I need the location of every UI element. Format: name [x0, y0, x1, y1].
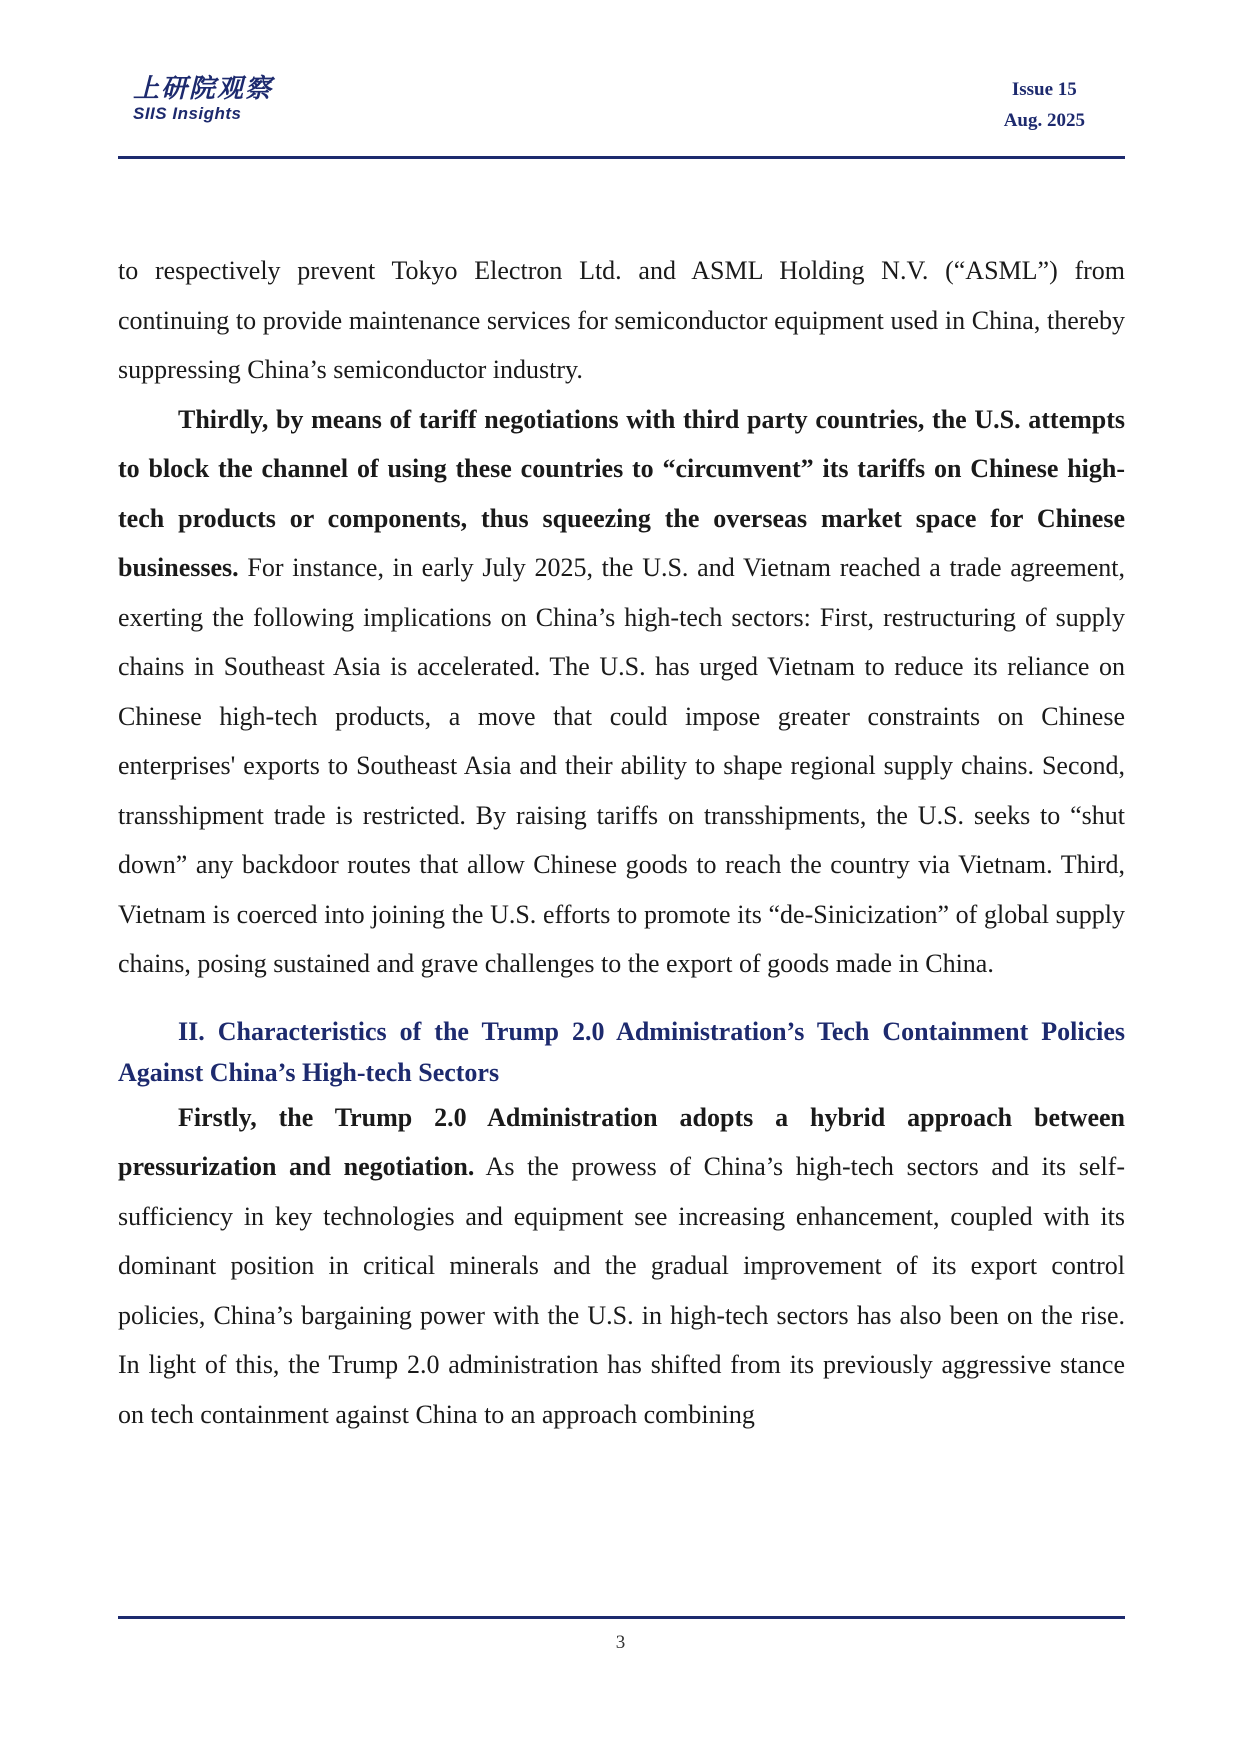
paragraph-body-text: As the prowess of China’s high-tech sectors and its self-sufficiency in key technologies and equipment see increasing enhancement, coupled with its dominant position in critical minerals and the gradual improvement of its export control policies, China’s bargaining power with the U.S. in high-tech sectors has also been on the rise. In light of this, the Trump 2.0 administration has shifted from its previously aggressive stance on tech containment against China to an approach combining: [118, 1152, 1125, 1429]
paragraph-body-text: For instance, in early July 2025, the U.S. and Vietnam reached a trade agreement, exerting the following implications on China’s high-tech sectors: First, restructuring of supply chains in Southeast Asia is accelerated. The U.S. has urged Vietnam to reduce its reliance on Chinese high-tech products, a move that could impose greater constraints on Chinese enterprises' exports to Southeast Asia and their ability to shape regional supply chains. Second, transshipment trade is restricted. By raising tariffs on transshipments, the U.S. seeks to “shut down” any backdoor routes that allow Chinese goods to reach the country via Vietnam. Third, Vietnam is coerced into joining the U.S. efforts to promote its “de-Sinicization” of global supply chains, posing sustained and grave challenges to the export of goods made in China.: [118, 553, 1125, 978]
issue-number: Issue 15: [1011, 79, 1077, 100]
page-number: 3: [615, 1632, 626, 1653]
siis-logo: [133, 74, 273, 124]
paragraph-firstly: [118, 1093, 1125, 1440]
issue-info: [1004, 74, 1085, 136]
article-body: [118, 246, 1125, 1439]
paragraph-lead-bold: Firstly, the Trump 2.0 Administration adopts a hybrid approach between pressurization and negotiation.: [118, 1102, 1125, 1181]
paragraph-continuation: to respectively prevent Tokyo Electron Ltd. and ASML Holding N.V. (“ASML”) from continuing to provide maintenance services for semiconductor equipment used in China, thereby suppressing China’s semiconductor industry.: [118, 256, 1125, 384]
paragraph-lead-bold: Thirdly, by means of tariff negotiations with third party countries, the U.S. attempts to block the channel of using these countries to “circumvent” its tariffs on Chinese high-tech products or components, thus squeezing the overseas market space for Chinese businesses.: [118, 404, 1125, 582]
logo-english-title: SIIS Insights: [133, 104, 242, 123]
header-divider: [118, 156, 1125, 159]
logo-chinese-title: 上研院观察: [133, 74, 274, 104]
issue-date: Aug. 2025: [1003, 110, 1085, 131]
section-heading: II. Characteristics of the Trump 2.0 Administration’s Tech Containment Policies Against China’s High-tech Sectors: [118, 1016, 1125, 1087]
paragraph-thirdly: [118, 395, 1125, 989]
footer-divider: [118, 1616, 1125, 1619]
